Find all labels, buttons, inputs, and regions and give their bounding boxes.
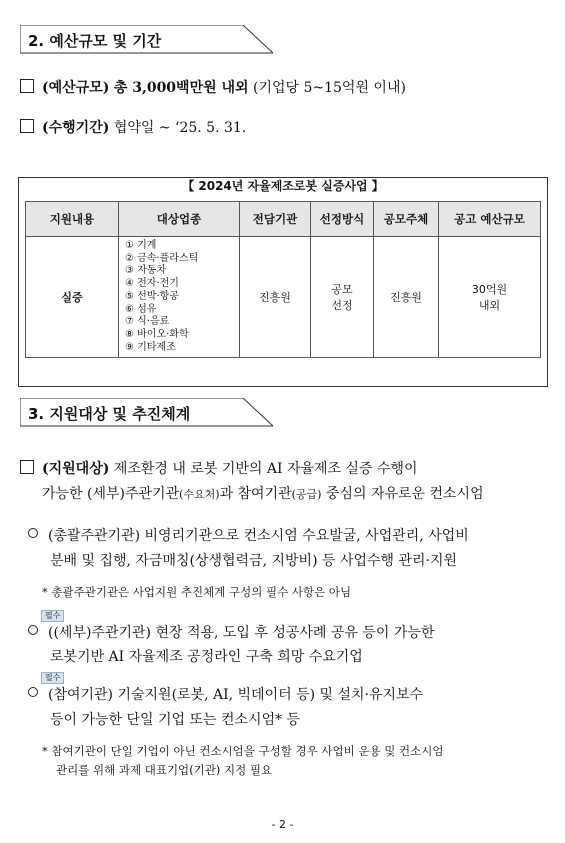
target-text-2d: (공급) [291,488,322,501]
program-table [25,201,541,358]
page-number: - 2 - [271,818,294,831]
period-line [20,117,246,137]
checkbox-square-icon [20,460,34,474]
col-organizer: 공모주체 [374,202,439,237]
item-3-line-2: 등이 가능한 단일 기업 또는 컨소시엄* 등 [50,712,301,728]
item-1-line-1 [28,525,469,545]
cell-sectors [119,237,240,358]
bullet-circle-icon [28,625,38,635]
target-text-2e: 중심의 자유로운 컨소시엄 [321,486,484,502]
section-3-heading [20,398,275,428]
target-line-2 [42,483,484,503]
item-2-line-1 [28,622,434,642]
required-badge: 필수 [41,672,64,684]
budget-label: (예산규모) [42,80,110,96]
item-2-text-1: ((세부)주관기관) 현장 적용, 도입 후 성공사례 공유 등이 가능한 [48,625,435,641]
col-support: 지원내용 [26,202,119,237]
checkbox-square-icon [20,79,34,93]
bullet-circle-icon [28,528,38,538]
program-table-frame [18,177,548,387]
sector-item: ③ 자동차 [125,265,167,277]
sector-item: ⑦ 식·음료 [125,316,170,328]
section-2-title: 2. 예산규모 및 기간 [28,32,162,50]
sector-item: ② 금속·플라스틱 [125,252,199,264]
col-sectors: 대상업종 [119,202,240,237]
cell-agency: 진흥원 [240,237,311,358]
budget-line-1: 30억원 [471,283,508,297]
item-1-line-2: 분배 및 집행, 자금매칭(상생협력금, 지방비) 등 사업수행 관리·지원 [50,553,458,569]
target-line-1 [20,458,418,478]
target-label: (지원대상) [42,461,110,477]
note-2-line-1: * 참여기관이 단일 기업이 아닌 컨소시엄을 구성할 경우 사업비 운용 및 컨소시엄 [42,744,444,758]
sector-item: ⑨ 기타제조 [125,341,176,353]
budget-line [20,77,406,97]
sector-item: ④ 전자·전기 [125,278,179,290]
item-3-text-1: (참여기관) 기술지원(로봇, AI, 빅데이터 등) 및 설치·유지보수 [48,687,424,703]
item-3-line-1 [28,684,423,704]
sector-item: ⑤ 선박·항공 [125,290,179,302]
col-budget: 공고 예산규모 [439,202,541,237]
cell-organizer: 진흥원 [374,237,439,358]
target-text-2c: 과 참여기관 [219,486,292,502]
table-title: 【 2024년 자율제조로봇 실증사업 】 [19,177,547,194]
selection-line-1: 공모 [331,283,353,297]
col-selection: 선정방식 [311,202,374,237]
period-label: (수행기간) [42,120,110,136]
note-1: * 총괄주관기관은 사업지원 추진체계 구성의 필수 사항은 아님 [42,585,352,599]
section-2-heading [20,25,275,55]
sector-item: ① 기계 [125,240,157,251]
budget-note: (기업당 5~15억원 이내) [253,80,406,96]
item-2-line-2: 로봇기반 AI 자율제조 공정라인 구축 희망 수요기업 [50,649,363,665]
target-text-2a: 가능한 (세부)주관기관 [42,486,180,502]
checkbox-square-icon [20,119,34,133]
table-header-row [26,202,541,237]
note-2-line-2: 관리를 위해 과제 대표기업(기관) 지정 필요 [56,763,273,777]
col-agency: 전담기관 [240,202,311,237]
sector-item: ⑥ 섬유 [125,303,157,315]
target-text-1: 제조환경 내 로봇 기반의 AI 자율제조 실증 수행이 [113,461,418,477]
period-value: 협약일 ~ ‘25. 5. 31. [113,120,247,136]
table-row [26,237,541,358]
budget-value: 총 3,000백만원 내외 [113,80,249,96]
item-1-text-1: (총괄주관기관) 비영리기관으로 컨소시엄 수요발굴, 사업관리, 사업비 [48,528,469,544]
budget-line-2: 내외 [478,299,501,313]
target-text-2b: (수요처) [179,488,220,501]
cell-selection [311,237,374,358]
cell-budget [439,237,541,358]
cell-support: 실증 [26,237,119,358]
section-3-title: 3. 지원대상 및 추진체계 [28,405,191,423]
sector-item: ⑧ 바이오·화학 [125,328,189,340]
bullet-circle-icon [28,687,38,697]
required-badge: 필수 [41,610,64,622]
selection-line-2: 선정 [331,299,353,313]
